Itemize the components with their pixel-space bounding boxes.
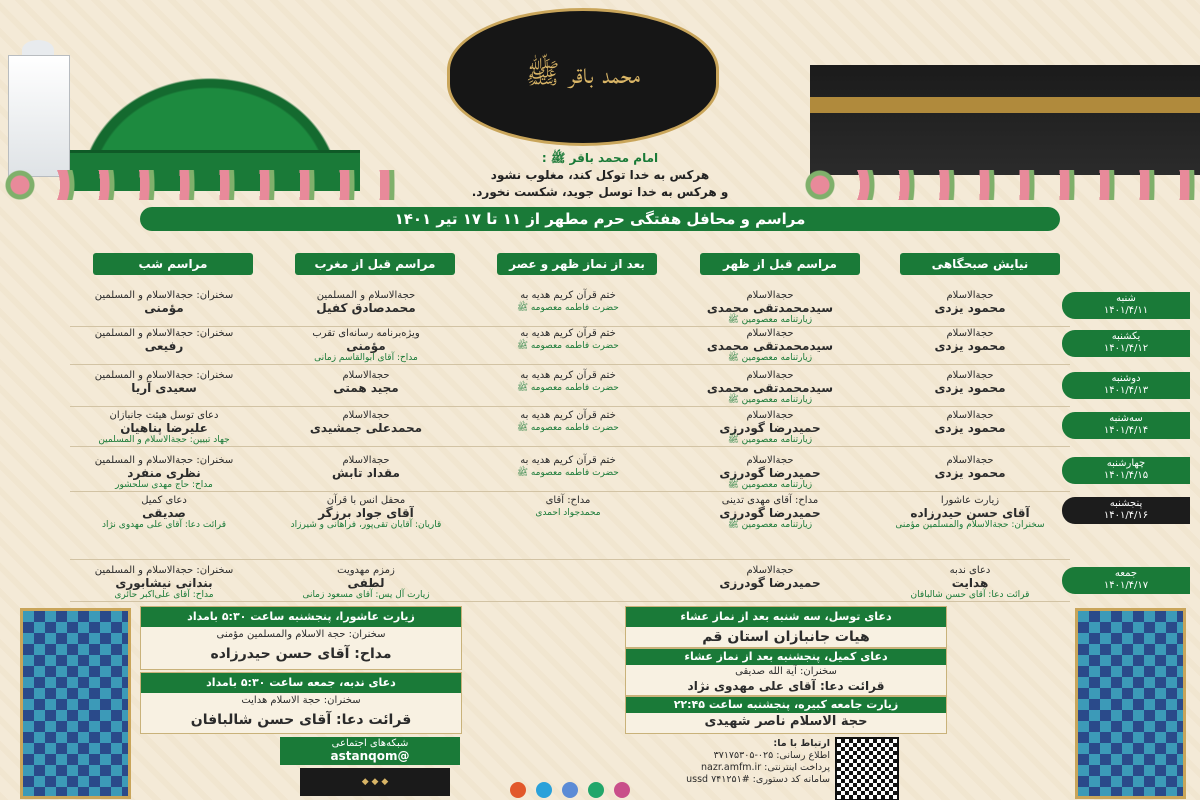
cell-name: محمود یزدی: [934, 421, 1006, 435]
schedule-cell: [74, 410, 254, 446]
kaaba-band: [810, 97, 1200, 113]
cell-note: جهاد تبیین: حجة‌الاسلام و المسلمین: [98, 435, 230, 445]
hadith-line-1: هرکس به خدا توکل کند، مغلوب نشود: [490, 168, 710, 182]
cell-note: زیارتنامه معصومین ﷺ: [727, 480, 813, 490]
schedule-cell: [74, 495, 254, 531]
cell-name: حمیدرضا گودرزی: [719, 466, 821, 480]
cell-title: زمزم مهدویت: [337, 565, 395, 576]
cell-title: ختم قرآن کریم هدیه به: [520, 410, 616, 421]
cell-note: سخنران: حجة‌الاسلام والمسلمین مؤمنی: [895, 520, 1045, 530]
schedule-cell: [680, 455, 860, 491]
cell-title: مداح: آقای مهدی تدینی: [721, 495, 819, 506]
row-divider: [70, 601, 1070, 602]
schedule-cell: [276, 328, 456, 364]
row-divider: [70, 559, 1070, 560]
cell-name: سیدمحمدتقی محمدی: [706, 381, 834, 395]
cell-note: زیارتنامه معصومین ﷺ: [727, 315, 813, 325]
cell-title: حجة‌الاسلام: [342, 455, 390, 466]
cell-note: زیارتنامه معصومین ﷺ: [727, 353, 813, 363]
schedule-cell: [680, 370, 860, 406]
cell-name: حضرت فاطمه معصومه ﷺ: [517, 468, 619, 478]
cell-name: حمیدرضا گودرزی: [719, 506, 821, 520]
cell-note: زیارتنامه معصومین ﷺ: [727, 520, 813, 530]
day-date: ۱۴۰۱/۴/۱۱: [1103, 305, 1149, 316]
cell-note: زیارتنامه معصومین ﷺ: [727, 435, 813, 445]
cell-title: حجة‌الاسلام: [946, 455, 994, 466]
aparat-icon[interactable]: [614, 782, 630, 798]
cell-title: دعای کمیل: [141, 495, 187, 506]
box-ashura: [140, 606, 462, 670]
social-handle[interactable]: @astanqom: [330, 749, 410, 763]
row-divider: [70, 326, 1070, 327]
box-kumayl: [625, 648, 947, 696]
schedule-cell: [276, 410, 456, 434]
schedule-cell: [880, 370, 1060, 394]
cell-title: حجة‌الاسلام: [946, 290, 994, 301]
box-tawassul-group: هیات جانبازان استان قم: [702, 629, 870, 645]
cell-name: رفیعی: [144, 339, 184, 353]
cell-note: مداح: حاج مهدی سلحشور: [115, 480, 213, 490]
cell-name: حضرت فاطمه معصومه ﷺ: [517, 303, 619, 313]
contact-ussd: سامانه کد دستوری: #۷۴۱۲۵۱ ussd: [686, 774, 830, 785]
cell-title: مداح: آقای: [545, 495, 591, 506]
box-nudbah: [140, 672, 462, 734]
schedule-cell: [680, 410, 860, 446]
social-title: شبکه‌های اجتماعی: [331, 738, 409, 749]
day-tag: [1062, 372, 1190, 399]
instagram-icon[interactable]: [510, 782, 526, 798]
cell-note: مداح: آقای ابوالقاسم زمانی: [314, 353, 418, 363]
schedule-cell: [276, 565, 456, 601]
day-label: سه‌شنبه: [1109, 413, 1143, 424]
box-jamea-speaker: حجة الاسلام ناصر شهیدی: [704, 714, 868, 729]
cell-name: بندانی نیشابوری: [115, 576, 213, 590]
col-header-morning: نیایش صبحگاهی: [900, 253, 1060, 275]
box-kumayl-reciter: قرائت دعا: آقای علی مهدوی نژاد: [687, 679, 885, 693]
schedule-cell: [478, 455, 658, 479]
schedule-cell: [74, 370, 254, 394]
col-header-night: مراسم شب: [93, 253, 253, 275]
day-label: یکشنبه: [1111, 331, 1141, 342]
day-date: ۱۴۰۱/۴/۱۴: [1103, 425, 1149, 436]
hadith: [370, 150, 830, 201]
flowers-left: [0, 170, 400, 200]
cell-title: ختم قرآن کریم هدیه به: [520, 290, 616, 301]
col-header-noon: مراسم قبل از ظهر: [700, 253, 860, 275]
flowers-right: [800, 170, 1200, 200]
cell-name: علیرضا پناهیان: [120, 421, 208, 435]
cell-title: سخنران: حجة‌الاسلام و المسلمین: [94, 370, 234, 381]
day-tag: [1062, 412, 1190, 439]
cell-note: قرائت دعا: آقای حسن شالبافان: [910, 590, 1030, 600]
schedule-cell: [478, 328, 658, 352]
day-tag: [1062, 567, 1190, 594]
cell-name: حضرت فاطمه معصومه ﷺ: [517, 423, 619, 433]
cell-title: حجة‌الاسلام: [746, 328, 794, 339]
rubika-icon[interactable]: [562, 782, 578, 798]
schedule-cell: [880, 410, 1060, 434]
cell-name: سعیدی آریا: [131, 381, 197, 395]
schedule-cell: [276, 290, 456, 314]
cell-title: دعای توسل هیئت جانبازان: [109, 410, 219, 421]
cell-title: دعای ندبه: [949, 565, 991, 576]
qr-code[interactable]: [835, 737, 899, 800]
cell-name: محمود یزدی: [934, 381, 1006, 395]
cell-name: محمود یزدی: [934, 339, 1006, 353]
hadith-line-2: و هرکس به خدا توسل جوید، شکست نخورد.: [471, 185, 729, 199]
schedule-cell: [478, 370, 658, 394]
main-banner: مراسم و محافل هفتگی حرم مطهر از ۱۱ تا ۱۷ تیر ۱۴۰۱: [140, 207, 1060, 231]
day-label: جمعه: [1114, 568, 1138, 579]
cell-name: صدیقی: [142, 506, 186, 520]
cell-title: ختم قرآن کریم هدیه به: [520, 328, 616, 339]
astan-logo: ◆ ◆ ◆: [300, 768, 450, 796]
day-tag: [1062, 292, 1190, 319]
col-header-afternoon: بعد از نماز ظهر و عصر: [497, 253, 657, 275]
tile-pattern-left: [20, 608, 131, 799]
cell-name: محمود یزدی: [934, 466, 1006, 480]
cell-name: آقای جواد برزگر: [318, 506, 414, 520]
cell-name: لطفی: [347, 576, 385, 590]
day-label: چهارشنبه: [1106, 458, 1146, 469]
day-date: ۱۴۰۱/۴/۱۶: [1103, 510, 1149, 521]
box-ashura-title: زیارت عاشورا، پنجشنبه ساعت ۵:۳۰ بامداد: [141, 607, 461, 627]
cell-name: آقای حسن حیدرزاده: [910, 506, 1030, 520]
cell-title: سخنران: حجة‌الاسلام و المسلمین: [94, 565, 234, 576]
schedule-cell: [680, 565, 860, 589]
schedule-cell: [880, 565, 1060, 601]
day-date: ۱۴۰۱/۴/۱۲: [1103, 343, 1149, 354]
cell-name: حضرت فاطمه معصومه ﷺ: [517, 341, 619, 351]
schedule-cell: [880, 495, 1060, 531]
day-tag: [1062, 457, 1190, 484]
hadith-author: امام محمد باقر ﷺ :: [541, 151, 659, 165]
row-divider: [70, 406, 1070, 407]
cell-name: مؤمنی: [144, 301, 184, 315]
cell-name: حمیدرضا گودرزی: [719, 576, 821, 590]
schedule-cell: [276, 455, 456, 479]
cell-name: هدایت: [951, 576, 989, 590]
cell-title: حجة‌الاسلام: [946, 370, 994, 381]
day-date: ۱۴۰۱/۴/۱۷: [1103, 580, 1149, 591]
cell-name: مقداد تابش: [332, 466, 400, 480]
day-date: ۱۴۰۱/۴/۱۳: [1103, 385, 1149, 396]
box-nudbah-reciter: قرائت دعا: آقای حسن شالبافان: [190, 712, 412, 728]
schedule-cell: [74, 455, 254, 491]
cell-title: سخنران: حجة‌الاسلام و المسلمین: [94, 290, 234, 301]
cell-title: ختم قرآن کریم هدیه به: [520, 370, 616, 381]
cell-title: ختم قرآن کریم هدیه به: [520, 455, 616, 466]
box-tawassul-title: دعای توسل، سه شنبه بعد از نماز عشاء: [626, 607, 946, 627]
cell-name: مؤمنی: [346, 339, 386, 353]
box-kumayl-speaker: سخنران: آیة الله صدیقی: [735, 666, 837, 677]
cell-title: حجة‌الاسلام و المسلمین: [316, 290, 416, 301]
cell-title: محفل انس با قرآن: [326, 495, 406, 506]
cell-name: سیدمحمدتقی محمدی: [706, 339, 834, 353]
day-label: شنبه: [1116, 293, 1136, 304]
cell-note: مداح: آقای علی‌اکبر حائری: [114, 590, 214, 600]
cell-title: سخنران: حجة‌الاسلام و المسلمین: [94, 455, 234, 466]
cell-title: حجة‌الاسلام: [342, 410, 390, 421]
day-label: پنجشنبه: [1109, 498, 1143, 509]
cell-name: حضرت فاطمه معصومه ﷺ: [517, 383, 619, 393]
schedule-cell: [680, 328, 860, 364]
cell-name: محمدصادق کفیل: [316, 301, 416, 315]
schedule-cell: [680, 290, 860, 326]
box-nudbah-speaker: سخنران: حجة الاسلام هدایت: [241, 695, 361, 706]
day-label: دوشنبه: [1111, 373, 1141, 384]
box-kumayl-title: دعای کمیل، پنجشنبه بعد از نماز عشاء: [626, 649, 946, 665]
cell-name: محمود یزدی: [934, 301, 1006, 315]
cell-name: مجید همتی: [333, 381, 399, 395]
day-date: ۱۴۰۱/۴/۱۵: [1103, 470, 1149, 481]
cell-note: قرائت دعا: آقای علی مهدوی نژاد: [101, 520, 227, 530]
cell-title: حجة‌الاسلام: [746, 455, 794, 466]
schedule-cell: [478, 290, 658, 314]
social-icons: [510, 782, 630, 798]
calligraphy-emblem: [447, 8, 719, 146]
cell-title: سخنران: حجة‌الاسلام و المسلمین: [94, 328, 234, 339]
box-jamea: [625, 696, 947, 734]
schedule-cell: [478, 495, 658, 519]
box-ashura-maddah: مداح: آقای حسن حیدرزاده: [210, 646, 392, 662]
schedule-cell: [74, 328, 254, 352]
contact-box: [520, 738, 830, 786]
cell-title: حجة‌الاسلام: [946, 328, 994, 339]
telegram-icon[interactable]: [536, 782, 552, 798]
contact-phone: اطلاع رسانی: ۰۲۵-۳۷۱۷۵۳۰۵: [713, 750, 830, 761]
contact-title: ارتباط با ما:: [773, 738, 830, 749]
social-box: [280, 737, 460, 765]
box-tawassul: [625, 606, 947, 648]
cell-title: حجة‌الاسلام: [342, 370, 390, 381]
cell-name: محمدعلی جمشیدی: [309, 421, 423, 435]
day-tag: [1062, 330, 1190, 357]
cell-title: ویژه‌برنامه رسانه‌ای تقرب: [312, 328, 420, 339]
box-nudbah-title: دعای ندبه، جمعه ساعت ۵:۳۰ بامداد: [141, 673, 461, 693]
cell-note: زیارتنامه معصومین ﷺ: [727, 395, 813, 405]
col-header-maghrib: مراسم قبل از مغرب: [295, 253, 455, 275]
schedule-cell: [478, 410, 658, 434]
schedule-cell: [680, 495, 860, 531]
cell-name: حمیدرضا گودرزی: [719, 421, 821, 435]
schedule-cell: [276, 370, 456, 394]
schedule-cell: [74, 290, 254, 314]
box-jamea-title: زیارت جامعه کبیره، پنجشنبه ساعت ۲۲:۴۵: [626, 697, 946, 713]
schedule-cell: [880, 455, 1060, 479]
cell-title: حجة‌الاسلام: [746, 370, 794, 381]
cell-title: زیارت عاشورا: [940, 495, 1000, 506]
schedule-cell: [880, 328, 1060, 352]
cell-title: حجة‌الاسلام: [746, 290, 794, 301]
schedule-cell: [74, 565, 254, 601]
box-ashura-speaker: سخنران: حجة الاسلام والمسلمین مؤمنی: [216, 629, 386, 640]
tile-pattern-right: [1075, 608, 1186, 799]
cell-title: حجة‌الاسلام: [746, 410, 794, 421]
schedule-cell: [880, 290, 1060, 314]
cell-title: حجة‌الاسلام: [746, 565, 794, 576]
cell-title: حجة‌الاسلام: [946, 410, 994, 421]
row-divider: [70, 446, 1070, 447]
cell-name: محمدجواد احمدی: [535, 508, 601, 518]
row-divider: [70, 364, 1070, 365]
cell-name: نظری منفرد: [127, 466, 201, 480]
day-tag: [1062, 497, 1190, 524]
cell-name: سیدمحمدتقی محمدی: [706, 301, 834, 315]
kaaba-image: [810, 65, 1200, 175]
contact-web[interactable]: پرداخت اینترنتی: nazr.amfm.ir: [700, 762, 830, 773]
eitaa-icon[interactable]: [588, 782, 604, 798]
row-divider: [70, 491, 1070, 492]
cell-note: زیارت آل یس: آقای مسعود زمانی: [302, 590, 430, 600]
schedule-cell: [276, 495, 456, 531]
cell-note: قاریان: آقایان تقی‌پور، فراهانی و شیرزاد: [290, 520, 442, 530]
emblem-text: محمد باقر ﷺ: [525, 57, 641, 90]
